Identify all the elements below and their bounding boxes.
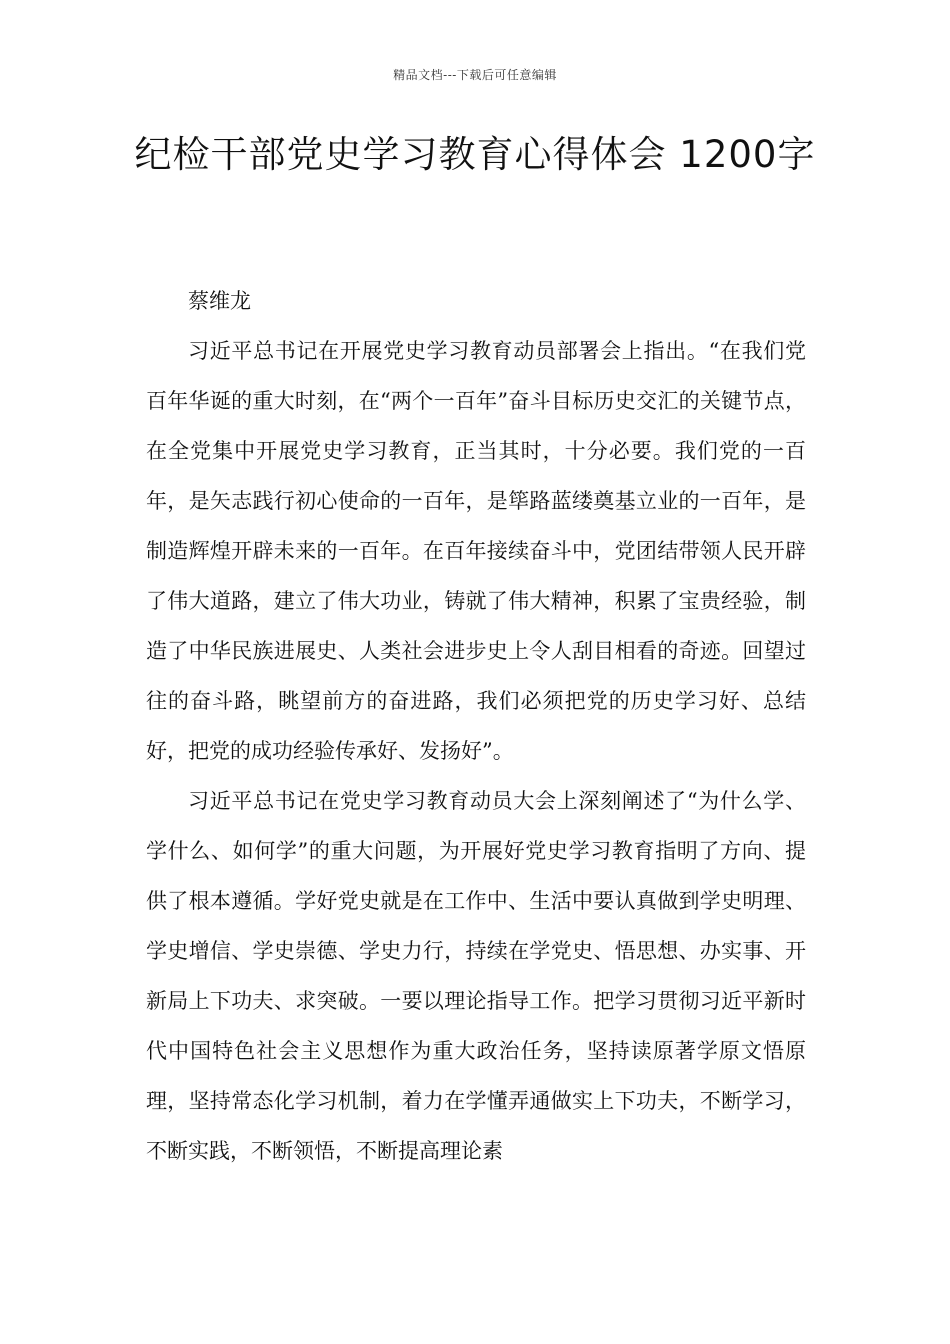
body-paragraph-2: 习近平总书记在党史学习教育动员大会上深刻阐述了“为什么学、学什么、如何学”的重大问题，为开展好党史学习教育指明了方向、提供了根本遵循。学好党史就是在工作中、生活中要认真做到学史明理、学史增信、学史崇德、学史力行，持续在学党史、悟思想、办实事、开新局上下功夫、求突破。一要以理论指导工作。把学习贯彻习近平新时代中国特色社会主义思想作为重大政治任务，坚持读原著学原文悟原理，坚持常态化学习机制，着力在学懂弄通做实上下功夫，不断学习，不断实践，不断领悟，不断提高理论素 [146,789,806,1163]
author-name: 蔡维龙 [188,289,251,313]
header-note: 精品文档---下载后可任意编辑 [393,68,557,82]
body-paragraph-1: 习近平总书记在开展党史学习教育动员部署会上指出。“在我们党百年华诞的重大时刻，在“两个一百年”奋斗目标历史交汇的关键节点，在全党集中开展党史学习教育，正当其时，十分必要。我们党的一百年，是矢志践行初心使命的一百年，是筚路蓝缕奠基立业的一百年，是制造辉煌开辟未来的一百年。在百年接续奋斗中，党团结带领人民开辟了伟大道路，建立了伟大功业，铸就了伟大精神，积累了宝贵经验，制造了中华民族进展史、人类社会进步史上令人刮目相看的奇迹。回望过往的奋斗路，眺望前方的奋进路，我们必须把党的历史学习好、总结好，把党的成功经验传承好、发扬好”。 [146,339,806,763]
document-body [146,276,806,1176]
document-title: 纪检干部党史学习教育心得体会 1200字 [134,133,816,176]
